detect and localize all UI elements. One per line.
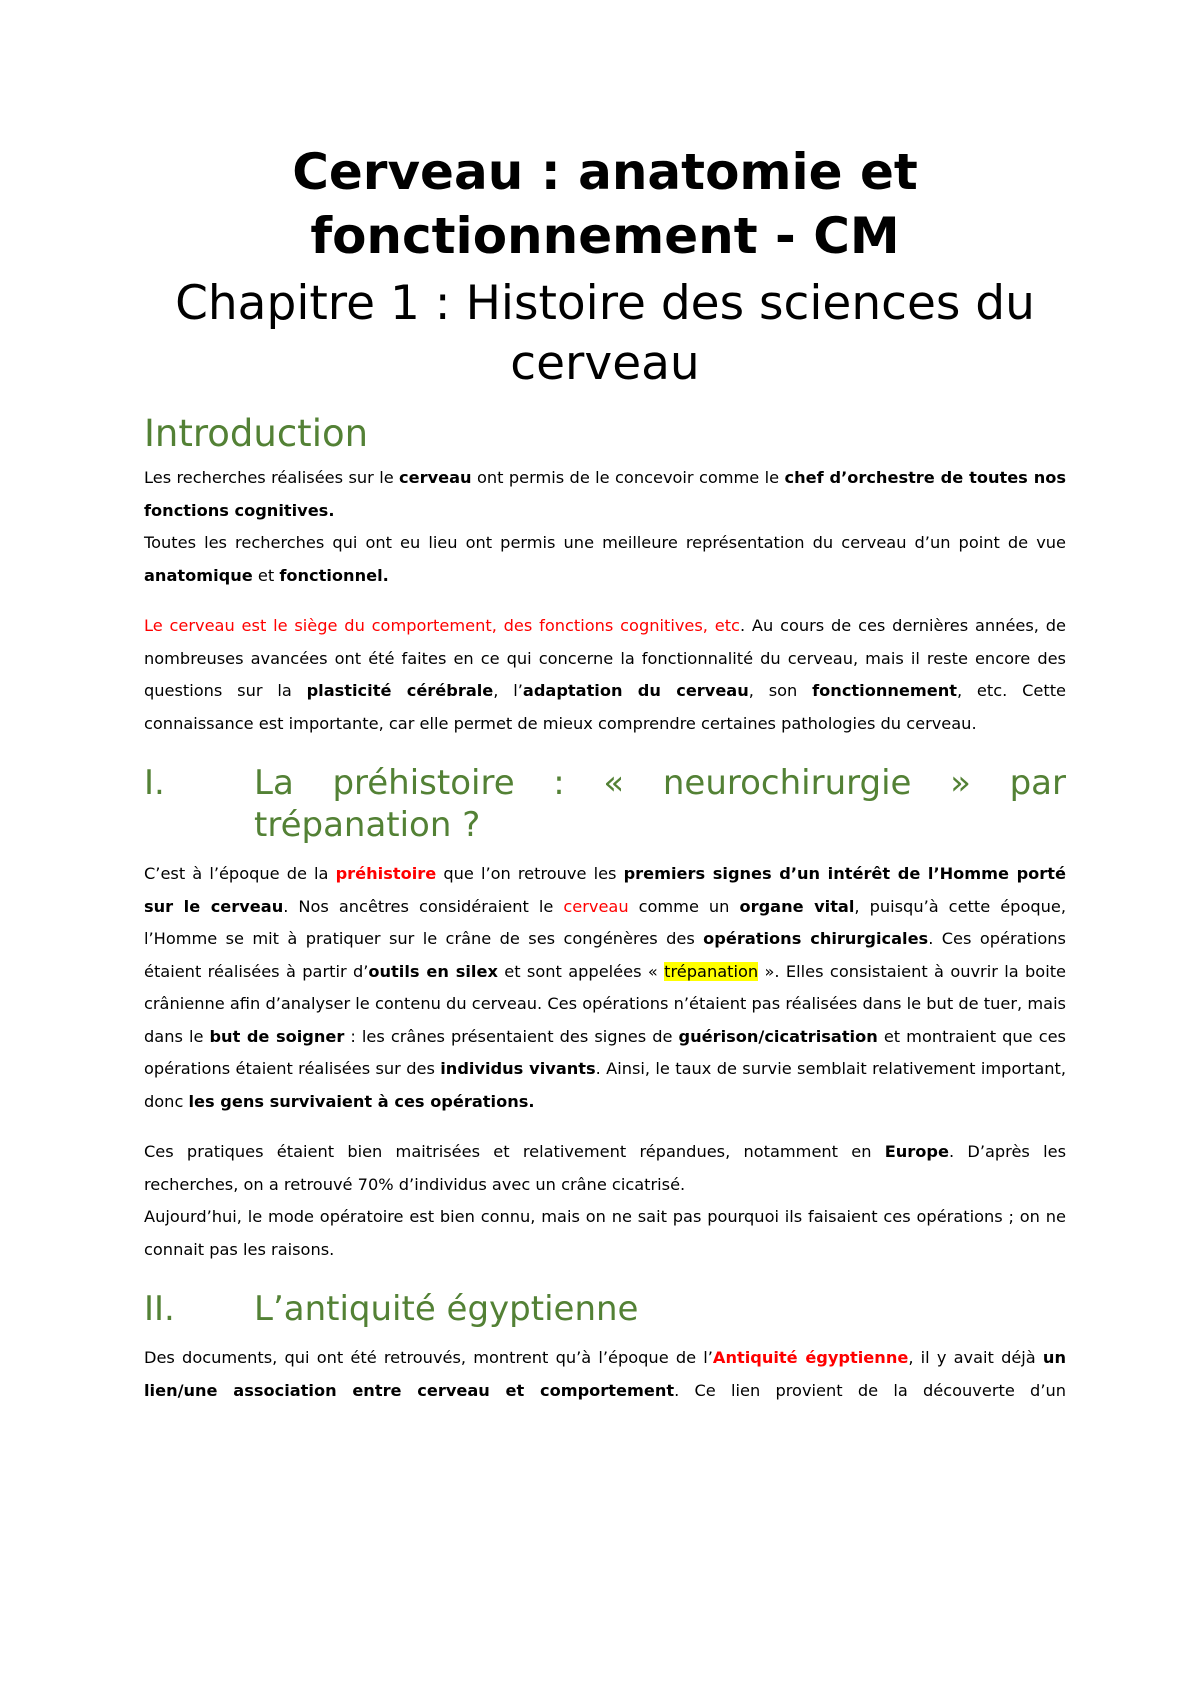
- section-1-heading: [144, 762, 1066, 846]
- highlighted-text: trépanation: [664, 961, 759, 981]
- intro-paragraph-3: [144, 610, 1066, 740]
- red-text: cerveau: [563, 896, 629, 916]
- text-run: . Ainsi, le taux de survie semblait relativement important, donc: [144, 1059, 1066, 1111]
- bold-text: plasticité cérébrale: [306, 681, 494, 700]
- section-2-number: II.: [144, 1289, 175, 1329]
- intro-paragraph-2: [144, 527, 1066, 592]
- text-run: et montraient que ces opérations étaient réalisées sur des: [144, 1026, 1066, 1078]
- text-run: .: [328, 500, 335, 520]
- text-run: , l’: [493, 681, 523, 700]
- text-run: . Nos ancêtres considéraient le: [283, 896, 564, 916]
- bold-text: adaptation du cerveau: [522, 681, 749, 700]
- section-1-title: La préhistoire : « neurochirurgie » par trépanation ?: [254, 763, 1066, 845]
- text-run: que l’on retrouve les: [436, 864, 624, 883]
- bold-text: fonctionnement: [812, 681, 957, 700]
- section-1-number: I.: [144, 763, 165, 803]
- text-run: , il y avait déjà: [908, 1348, 1043, 1367]
- text-run: . Ce lien provient de la découverte d’un: [674, 1380, 1066, 1400]
- chapter-title-line-1: Chapitre 1 : Histoire des sciences du: [175, 276, 1035, 331]
- chapter-title-line-2: cerveau: [510, 336, 700, 391]
- bold-text: opérations chirurgicales: [703, 929, 929, 948]
- text-run: et: [252, 565, 280, 585]
- text-run: . D’après les recherches, on a retrouvé 70% d’individus avec un crâne cicatrisé.: [144, 1142, 1066, 1194]
- text-run: ». Elles consistaient à ouvrir la boite crânienne afin d’analyser le contenu du cerveau. Ces opérations n’étaient pas réalisées dans le but de tuer, mais dans le: [144, 961, 1066, 1046]
- text-run: , etc. Cette connaissance est importante, car elle permet de mieux comprendre certaines pathologies du cerveau.: [144, 681, 1067, 733]
- text-run: Des documents, qui ont été retrouvés, montrent qu’à l’époque de l’: [144, 1348, 713, 1367]
- text-run: C’est à l’époque de la: [144, 864, 336, 883]
- section-1-paragraph-1: [144, 858, 1066, 1118]
- text-run: .: [382, 565, 389, 585]
- text-run: . Ces opérations étaient réalisées à partir d’: [144, 929, 1066, 981]
- chapter-title: [144, 274, 1066, 394]
- red-text: Le cerveau est le siège du comportement, des fonctions cognitives, etc: [144, 616, 740, 635]
- bold-text: individus vivants: [440, 1059, 596, 1078]
- bold-text: un lien/une association entre cerveau et comportement: [144, 1348, 1066, 1400]
- bold-text: organe vital: [739, 896, 855, 916]
- document-title-line-1: Cerveau : anatomie et: [292, 143, 918, 201]
- section-1-paragraph-3: [144, 1201, 1066, 1266]
- intro-paragraph-1: [144, 462, 1066, 527]
- section-2-title: L’antiquité égyptienne: [254, 1289, 639, 1329]
- document-title: [144, 140, 1066, 268]
- document-page: [144, 140, 1066, 1425]
- text-run: Les recherches réalisées sur le: [144, 468, 400, 487]
- text-run: ont permis de le concevoir comme le: [471, 468, 785, 487]
- bold-text: but de soigner: [209, 1026, 345, 1046]
- bold-text: anatomique: [144, 565, 253, 585]
- bold-text: chef d’orchestre de toutes nos fonctions cognitives: [144, 468, 1066, 520]
- section-2-paragraph-1: [144, 1342, 1066, 1407]
- text-run: , puisqu’à cette époque, l’Homme se mit à pratiquer sur le crâne de ses congénères des: [144, 896, 1066, 948]
- text-run: Ces pratiques étaient bien maitrisées et relativement répandues, notamment en: [144, 1142, 885, 1161]
- text-run: Toutes les recherches qui ont eu lieu ont permis une meilleure représentation du cerveau d’un point de vue: [144, 533, 1066, 552]
- text-run: comme un: [628, 896, 740, 916]
- bold-text: les gens survivaient à ces opérations: [188, 1091, 529, 1111]
- text-run: , son: [748, 681, 813, 700]
- document-title-line-2: fonctionnement - CM: [310, 207, 900, 265]
- bold-text: premiers signes d’un intérêt de l’Homme porté sur le cerveau: [144, 864, 1066, 916]
- bold-text: guérison/cicatrisation: [678, 1026, 878, 1046]
- text-run: . Au cours de ces dernières années, de nombreuses avancées ont été faites en ce qui concerne la fonctionnalité du cerveau, mais il reste encore des questions sur la: [144, 616, 1066, 700]
- bold-text: outils en silex: [368, 961, 498, 981]
- bold-text: cerveau: [399, 468, 472, 487]
- section-2-heading: [144, 1288, 1066, 1330]
- text-run: et sont appelées «: [497, 961, 665, 981]
- introduction-heading: Introduction: [144, 412, 369, 455]
- red-bold-text: préhistoire: [335, 864, 437, 883]
- text-run: : les crânes présentaient des signes de: [344, 1026, 679, 1046]
- bold-text: fonctionnel: [279, 565, 383, 585]
- text-run: Aujourd’hui, le mode opératoire est bien connu, mais on ne sait pas pourquoi ils faisaient ces opérations ; on ne connait pas les raisons.: [144, 1207, 1066, 1259]
- bold-text: Europe: [884, 1142, 949, 1161]
- text-run: .: [528, 1091, 535, 1111]
- red-bold-text: Antiquité égyptienne: [712, 1348, 909, 1367]
- section-1-paragraph-2: [144, 1136, 1066, 1201]
